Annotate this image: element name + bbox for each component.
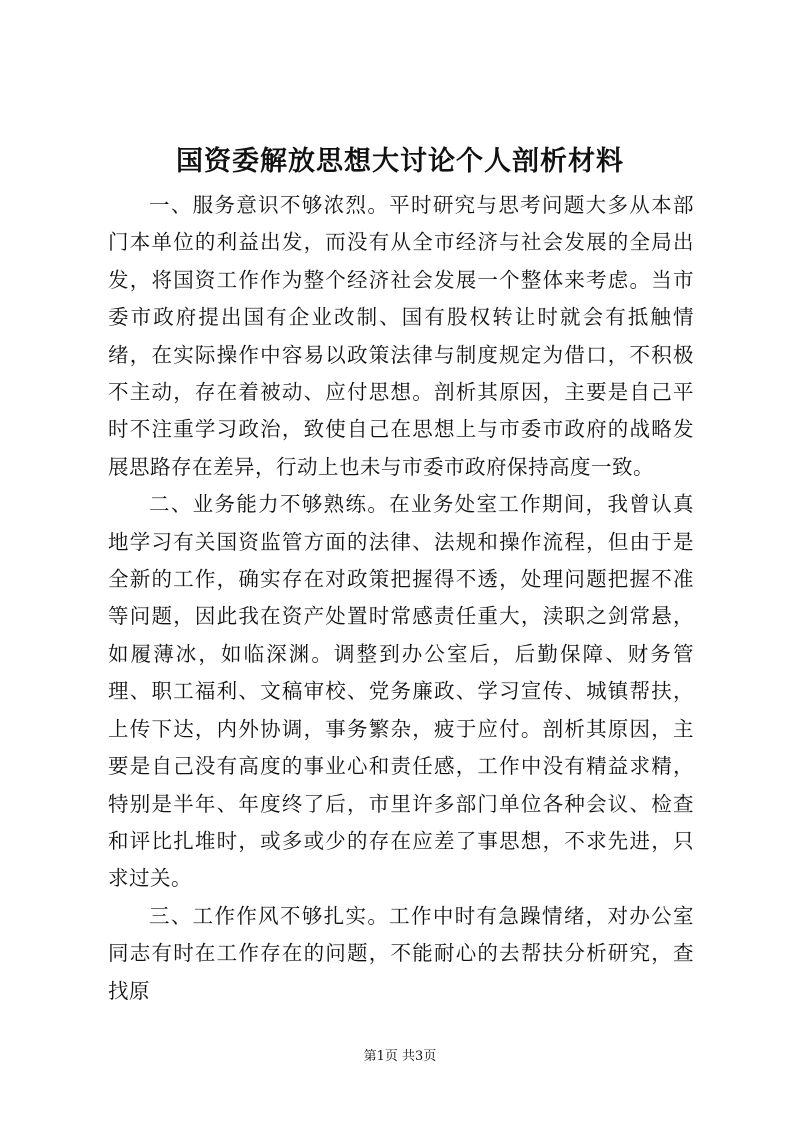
page-footer: 第1页 共3页 (363, 1049, 437, 1064)
document-body (108, 187, 694, 1010)
document-title: 国资委解放思想大讨论个人剖析材料 (176, 146, 624, 177)
paragraph-business-ability: 二、业务能力不够熟练。在业务处室工作期间，我曾认真地学习有关国资监管方面的法律、法规和操作流程，但由于是全新的工作，确实存在对政策把握得不透，处理问题把握不准等问题，因此我在资产处置时常感责任重大，渎职之剑常悬，如履薄冰，如临深渊。调整到办公室后，后勤保障、财务管理、职工福利、文稿审校、党务廉政、学习宣传、城镇帮扶，上传下达，内外协调，事务繁杂，疲于应付。剖析其原因，主要是自己没有高度的事业心和责任感，工作中没有精益求精，特别是半年、年度终了后，市里许多部门单位各种会议、检查和评比扎堆时，或多或少的存在应差了事思想，不求先进，只求过关。 (108, 492, 694, 891)
paragraph-work-style: 三、工作作风不够扎实。工作中时有急躁情绪，对办公室同志有时在工作存在的问题，不能耐心的去帮扶分析研究，查找原 (108, 903, 694, 1003)
paragraph-service-awareness: 一、服务意识不够浓烈。平时研究与思考问题大多从本部门本单位的利益出发，而没有从全市经济与社会发展的全局出发，将国资工作作为整个经济社会发展一个整体来考虑。当市委市政府提出国有企业改制、国有股权转让时就会有抵触情绪，在实际操作中容易以政策法律与制度规定为借口，不积极不主动，存在着被动、应付思想。剖析其原因，主要是自己平时不注重学习政治，致使自己在思想上与市委市政府的战略发展思路存在差异，行动上也未与市委市政府保持高度一致。 (108, 193, 694, 479)
